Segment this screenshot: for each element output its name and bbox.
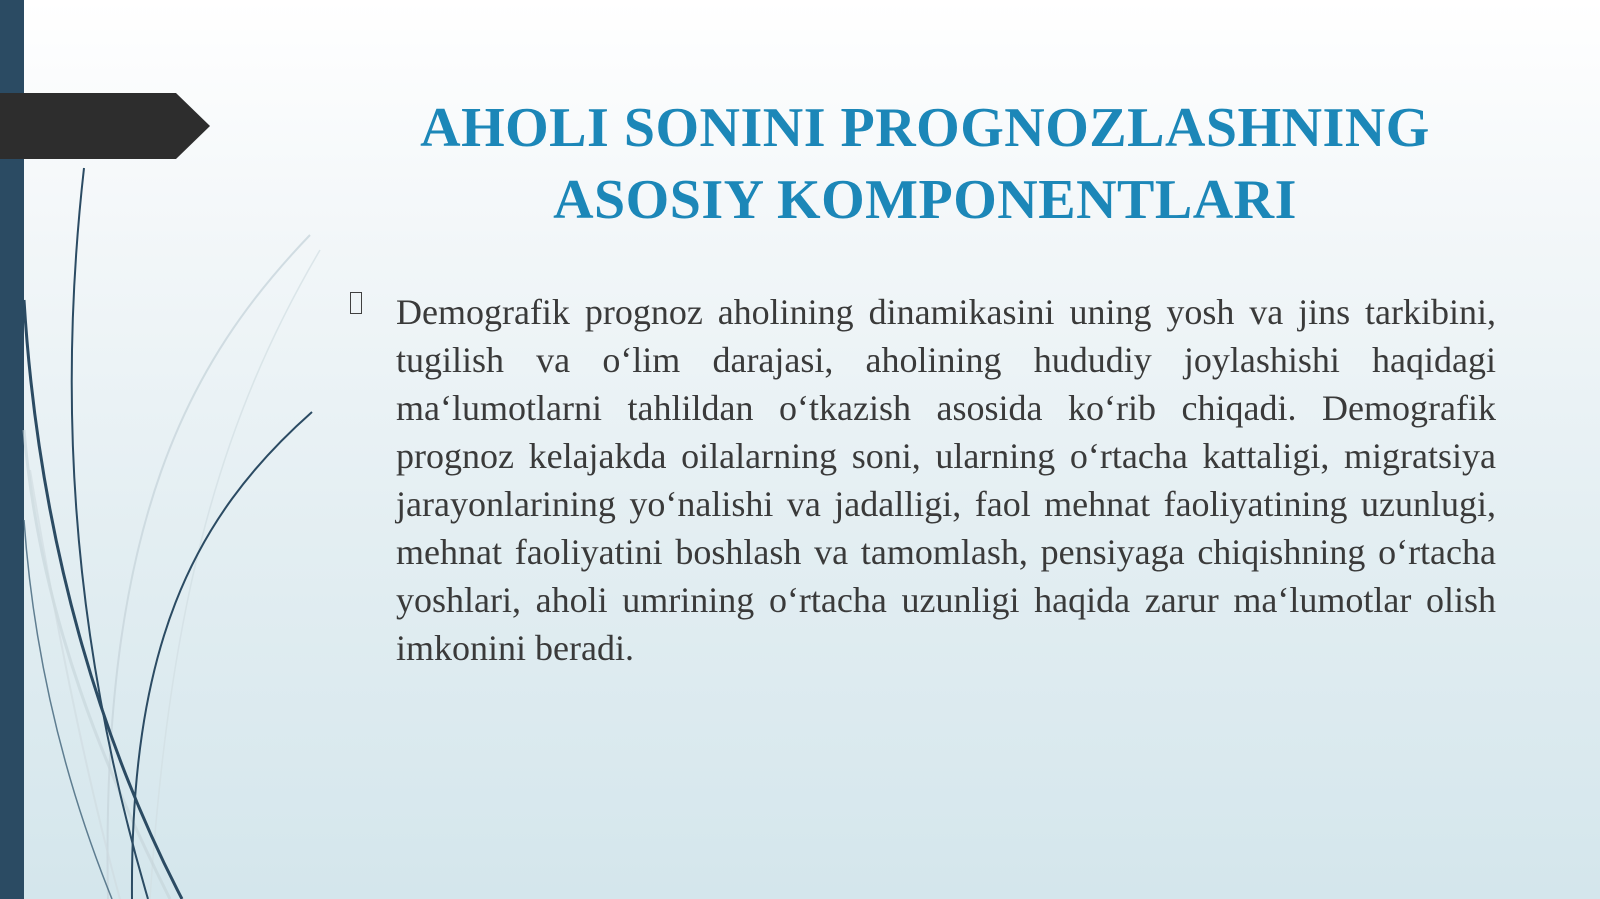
slide-content [340, 288, 1500, 672]
slide-title: AHOLI SONINI PROGNOZLASHNING ASOSIY KOMPONENTLARI [420, 97, 1430, 231]
arrow-tab-shape [0, 93, 210, 159]
square-bullet-icon [350, 292, 362, 314]
body-paragraph: Demografik prognoz aholining dinamikasini uning yosh va jins tarkibini, tugilish va o‘lim darajasi, aholining hududiy joylashishi haqidagi ma‘lumotlarni tahlildan o‘tkazish asosida ko‘rib chiqadi. Demografik prognoz kelajakda oilalarning soni, ularning o‘rtacha kattaligi, migratsiya jarayonlarining yo‘nalishi va jadalligi, faol mehnat faoliyatining uzunlugi, mehnat faoliyatini boshlash va tamomlash, pensiyaga chiqishning o‘rtacha yoshlari, aholi umrining o‘rtacha uzunligi haqida zarur ma‘lumotlar olish imkonini beradi. [396, 292, 1496, 668]
